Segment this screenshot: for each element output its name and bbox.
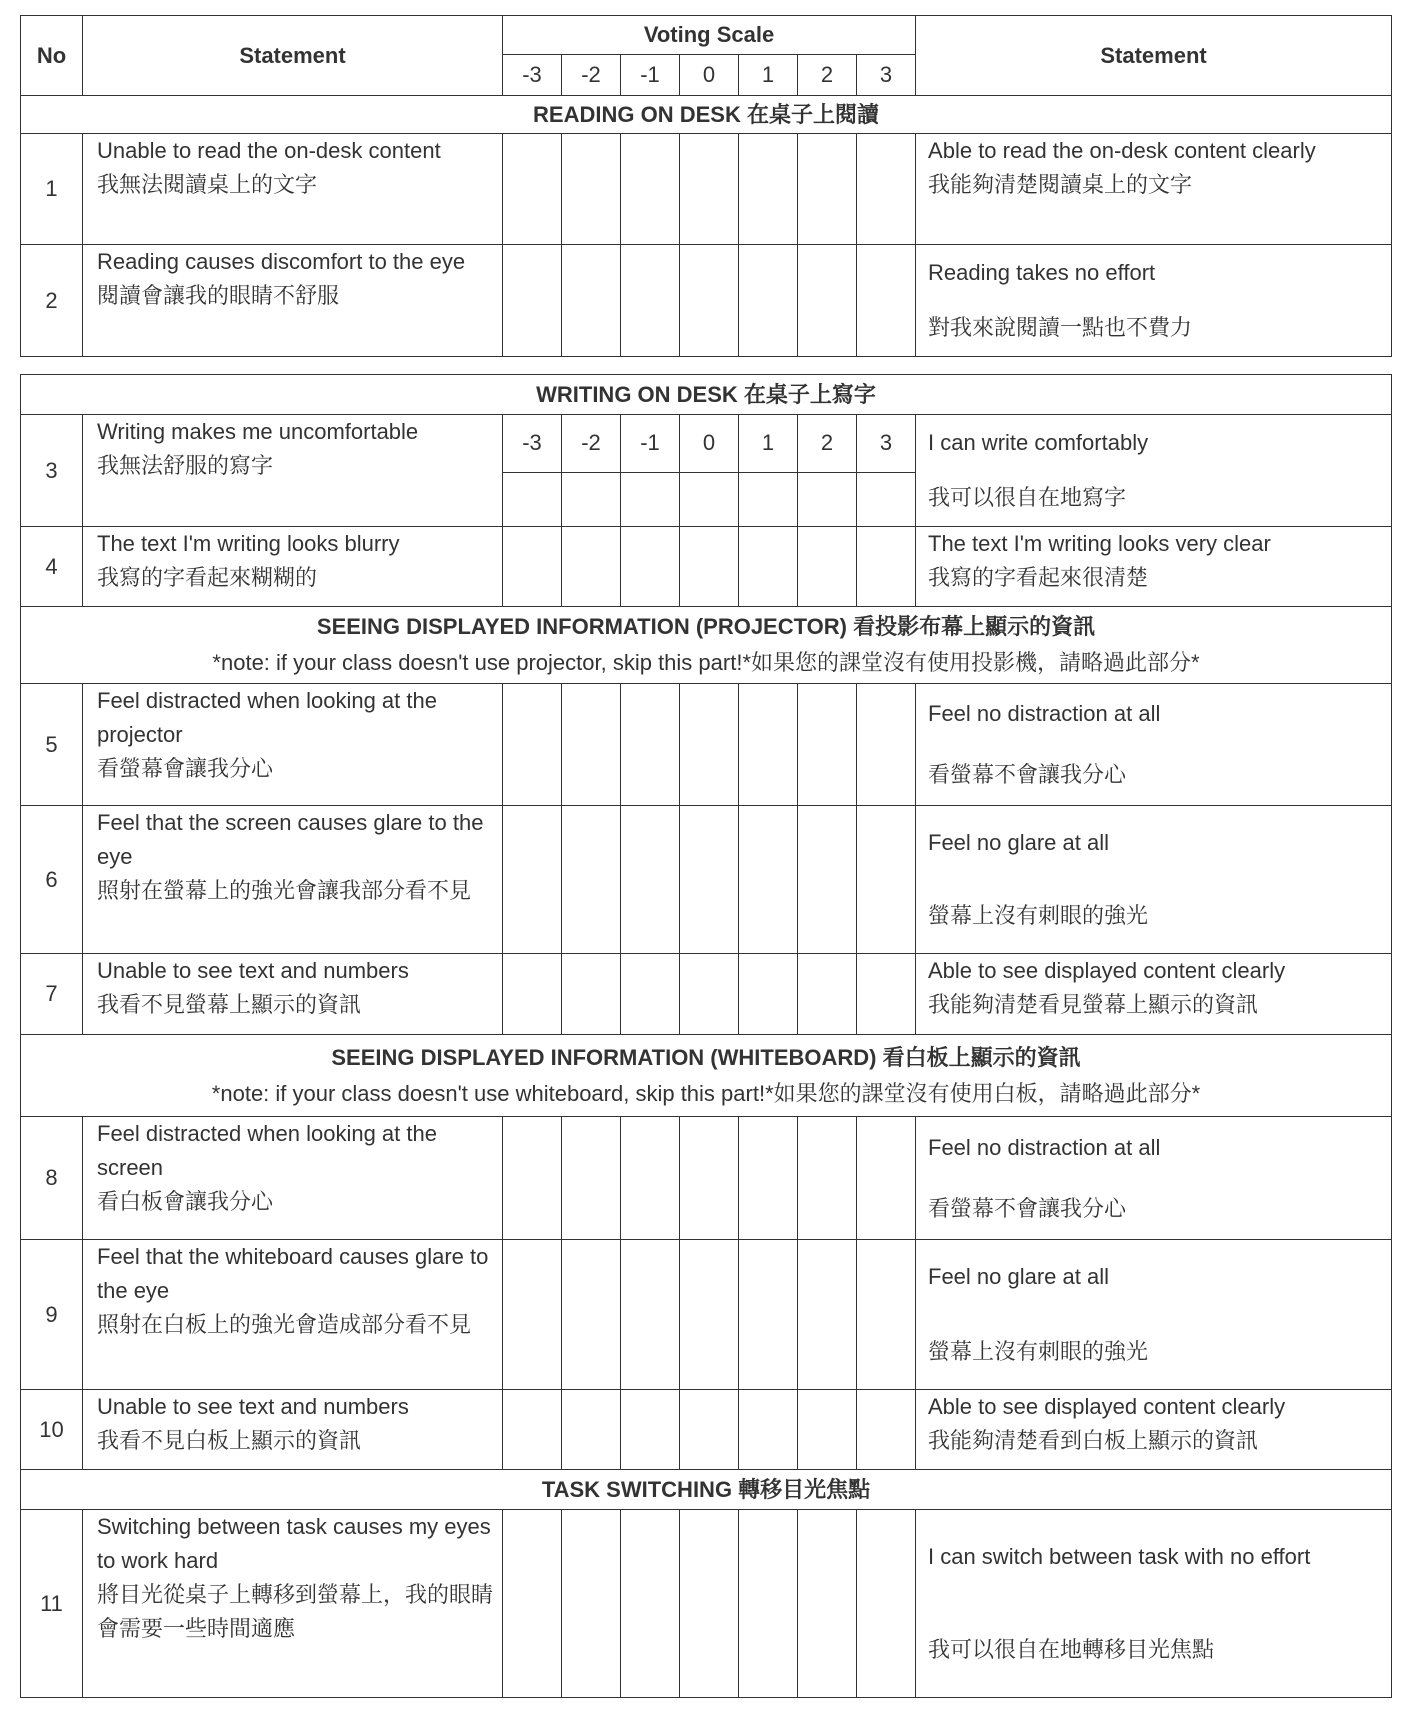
vote-cell--2[interactable]	[562, 134, 621, 245]
statement-zh: 我看不見白板上顯示的資訊	[97, 1428, 362, 1453]
vote-cell-1[interactable]	[739, 472, 798, 527]
statement-zh: 閱讀會讓我的眼睛不舒服	[97, 283, 340, 308]
statement-en: Writing makes me uncomfortable	[97, 419, 419, 444]
statement-en: Feel that the whiteboard causes glare to the eye	[97, 1244, 489, 1303]
table-row	[21, 245, 1392, 357]
scale-label-0: 0	[680, 415, 739, 473]
vote-cell--3[interactable]	[503, 1240, 562, 1390]
row-number: 9	[21, 1240, 83, 1390]
vote-cell--1[interactable]	[621, 1510, 680, 1698]
row-number: 7	[21, 954, 83, 1035]
positive-statement	[916, 245, 1392, 357]
positive-statement	[916, 134, 1392, 245]
positive-statement	[916, 1390, 1392, 1470]
scale-label--2: -2	[562, 415, 621, 473]
row-number: 5	[21, 684, 83, 806]
vote-cell--1[interactable]	[621, 245, 680, 357]
section-note: *note: if your class doesn't use whiteboard, skip this part!*如果您的課堂沒有使用白板，請略過此部分*	[211, 1080, 1201, 1106]
header-statement-left: Statement	[83, 16, 503, 96]
statement-zh: 我無法閱讀桌上的文字	[97, 172, 318, 197]
vote-cell-3[interactable]	[857, 1390, 916, 1470]
vote-cell-3[interactable]	[857, 806, 916, 954]
section-header	[21, 1035, 1392, 1117]
scale-label-2: 2	[798, 415, 857, 473]
vote-cell--3[interactable]	[503, 1510, 562, 1698]
vote-cell-3[interactable]	[857, 684, 916, 806]
negative-statement	[83, 1510, 503, 1698]
vote-cell--1[interactable]	[621, 134, 680, 245]
vote-cell-1[interactable]	[739, 245, 798, 357]
statement-zh: 照射在螢幕上的強光會讓我部分看不見	[97, 878, 472, 903]
row-number: 6	[21, 806, 83, 954]
scale-label-3: 3	[857, 55, 916, 96]
vote-cell-0[interactable]	[680, 1117, 739, 1240]
statement-zh: 看白板會讓我分心	[97, 1189, 274, 1214]
vote-cell-0[interactable]	[680, 1240, 739, 1390]
statement-en: Feel no distraction at all	[928, 1134, 1161, 1160]
vote-cell-2[interactable]	[798, 684, 857, 806]
statement-en: Reading takes no effort	[928, 259, 1156, 285]
vote-cell--1[interactable]	[621, 472, 680, 527]
vote-cell-1[interactable]	[739, 134, 798, 245]
vote-cell--2[interactable]	[562, 1390, 621, 1470]
scale-label--1: -1	[621, 415, 680, 473]
row-number: 2	[21, 245, 83, 357]
vote-cell-2[interactable]	[798, 1510, 857, 1698]
vote-cell-3[interactable]	[857, 134, 916, 245]
negative-statement	[83, 245, 503, 357]
vote-cell--2[interactable]	[562, 684, 621, 806]
scale-label--1: -1	[621, 55, 680, 96]
statement-en: Switching between task causes my eyes to work hard	[97, 1514, 491, 1573]
scale-label-2: 2	[798, 55, 857, 96]
statement-en: I can write comfortably	[928, 429, 1149, 455]
vote-cell--1[interactable]	[621, 806, 680, 954]
vote-cell-1[interactable]	[739, 1240, 798, 1390]
statement-en: Unable to see text and numbers	[97, 1394, 409, 1419]
row-number: 4	[21, 527, 83, 607]
vote-cell--1[interactable]	[621, 1390, 680, 1470]
vote-cell--3[interactable]	[503, 954, 562, 1035]
section-note: *note: if your class doesn't use projector, skip this part!*如果您的課堂沒有使用投影機，請略過此部分*	[212, 650, 1200, 675]
vote-cell-2[interactable]	[798, 245, 857, 357]
vote-cell-2[interactable]	[798, 1117, 857, 1240]
vote-cell--3[interactable]	[503, 806, 562, 954]
statement-en: Able to see displayed content clearly	[928, 1394, 1286, 1419]
section-title: SEEING DISPLAYED INFORMATION (WHITEBOARD) 看白板上顯示的資訊	[331, 1044, 1081, 1070]
vote-cell--3[interactable]	[503, 245, 562, 357]
statement-zh: 我能夠清楚閱讀桌上的文字	[928, 172, 1193, 197]
scale-label--3: -3	[503, 55, 562, 96]
vote-cell-2[interactable]	[798, 527, 857, 607]
table-row	[21, 806, 1392, 954]
vote-cell--2[interactable]	[562, 472, 621, 527]
vote-cell-2[interactable]	[798, 1240, 857, 1390]
vote-cell--2[interactable]	[562, 1117, 621, 1240]
negative-statement	[83, 1240, 503, 1390]
scale-label-1: 1	[739, 55, 798, 96]
vote-cell--1[interactable]	[621, 954, 680, 1035]
section-title: TASK SWITCHING 轉移目光焦點	[541, 1476, 871, 1502]
statement-en: Feel no glare at all	[928, 1264, 1109, 1290]
negative-statement	[83, 806, 503, 954]
vote-cell-0[interactable]	[680, 527, 739, 607]
table-row	[21, 1117, 1392, 1240]
negative-statement	[83, 527, 503, 607]
positive-statement	[916, 954, 1392, 1035]
survey-table-part-2	[20, 374, 1392, 1698]
vote-cell--1[interactable]	[621, 684, 680, 806]
scale-label--2: -2	[562, 55, 621, 96]
statement-en: Feel distracted when looking at the screen	[97, 1121, 437, 1180]
vote-cell-1[interactable]	[739, 1390, 798, 1470]
vote-cell-2[interactable]	[798, 1390, 857, 1470]
statement-zh: 將目光從桌子上轉移到螢幕上，我的眼睛會需要一些時間適應	[97, 1582, 494, 1641]
row-number: 10	[21, 1390, 83, 1470]
vote-cell-3[interactable]	[857, 472, 916, 527]
row-number: 1	[21, 134, 83, 245]
table-row	[21, 1510, 1392, 1698]
statement-en: Feel no distraction at all	[928, 701, 1161, 727]
vote-cell-3[interactable]	[857, 1510, 916, 1698]
vote-cell-0[interactable]	[680, 806, 739, 954]
survey-table-part-1	[20, 15, 1392, 357]
vote-cell--2[interactable]	[562, 806, 621, 954]
statement-en: The text I'm writing looks blurry	[97, 531, 400, 556]
statement-zh: 螢幕上沒有刺眼的強光	[928, 1338, 1149, 1364]
row-number: 3	[21, 415, 83, 527]
statement-zh: 我寫的字看起來糊糊的	[97, 565, 318, 590]
vote-cell-1[interactable]	[739, 1510, 798, 1698]
statement-zh: 我可以很自在地轉移目光焦點	[928, 1637, 1215, 1663]
section-header	[21, 375, 1392, 415]
vote-cell-1[interactable]	[739, 806, 798, 954]
statement-en: Unable to see text and numbers	[97, 958, 409, 983]
table-row	[21, 954, 1392, 1035]
statement-en: Able to read the on-desk content clearly	[928, 138, 1316, 163]
table-row	[21, 1240, 1392, 1390]
section-header	[21, 96, 1392, 134]
section-title: READING ON DESK 在桌子上閱讀	[533, 101, 879, 127]
negative-statement	[83, 134, 503, 245]
statement-en: Feel that the screen causes glare to the eye	[97, 810, 484, 869]
vote-cell-0[interactable]	[680, 472, 739, 527]
statement-zh: 我能夠清楚看到白板上顯示的資訊	[928, 1428, 1259, 1453]
vote-cell-3[interactable]	[857, 954, 916, 1035]
vote-cell--2[interactable]	[562, 954, 621, 1035]
statement-zh: 對我來說閱讀一點也不費力	[928, 315, 1193, 341]
vote-cell--3[interactable]	[503, 684, 562, 806]
vote-cell-0[interactable]	[680, 684, 739, 806]
table-row	[21, 134, 1392, 245]
positive-statement	[916, 527, 1392, 607]
statement-en: The text I'm writing looks very clear	[928, 531, 1271, 556]
vote-cell-1[interactable]	[739, 954, 798, 1035]
vote-cell-0[interactable]	[680, 1390, 739, 1470]
vote-cell--1[interactable]	[621, 1240, 680, 1390]
statement-zh: 我看不見螢幕上顯示的資訊	[97, 992, 362, 1017]
vote-cell-2[interactable]	[798, 134, 857, 245]
vote-cell--1[interactable]	[621, 527, 680, 607]
vote-cell-2[interactable]	[798, 954, 857, 1035]
vote-cell-0[interactable]	[680, 134, 739, 245]
scale-label-1: 1	[739, 415, 798, 473]
positive-statement	[916, 806, 1392, 954]
statement-zh: 我寫的字看起來很清楚	[928, 565, 1149, 590]
vote-cell-3[interactable]	[857, 527, 916, 607]
scale-label-3: 3	[857, 415, 916, 473]
vote-cell--2[interactable]	[562, 1240, 621, 1390]
positive-statement	[916, 1510, 1392, 1698]
statement-zh: 我能夠清楚看見螢幕上顯示的資訊	[928, 992, 1259, 1017]
statement-zh: 照射在白板上的強光會造成部分看不見	[97, 1312, 472, 1337]
scale-label--3: -3	[503, 415, 562, 473]
negative-statement	[83, 415, 503, 527]
statement-en: Feel no glare at all	[928, 829, 1109, 855]
vote-cell--3[interactable]	[503, 527, 562, 607]
negative-statement	[83, 1390, 503, 1470]
positive-statement	[916, 1117, 1392, 1240]
vote-cell-3[interactable]	[857, 245, 916, 357]
vote-cell-1[interactable]	[739, 684, 798, 806]
table-row	[21, 415, 1392, 473]
vote-cell--3[interactable]	[503, 1390, 562, 1470]
positive-statement	[916, 1240, 1392, 1390]
header-statement-right: Statement	[916, 16, 1392, 96]
statement-zh: 我無法舒服的寫字	[97, 453, 274, 478]
vote-cell-3[interactable]	[857, 1117, 916, 1240]
statement-en: Reading causes discomfort to the eye	[97, 249, 466, 274]
vote-cell-2[interactable]	[798, 472, 857, 527]
statement-zh: 看螢幕不會讓我分心	[928, 1195, 1127, 1221]
statement-zh: 看螢幕會讓我分心	[97, 756, 274, 781]
header-no: No	[21, 16, 83, 96]
vote-cell-0[interactable]	[680, 245, 739, 357]
vote-cell-1[interactable]	[739, 527, 798, 607]
vote-cell--2[interactable]	[562, 1510, 621, 1698]
statement-zh: 看螢幕不會讓我分心	[928, 761, 1127, 787]
statement-en: I can switch between task with no effort	[928, 1543, 1311, 1569]
section-header	[21, 607, 1392, 684]
negative-statement	[83, 1117, 503, 1240]
table-row	[21, 527, 1392, 607]
scale-label-0: 0	[680, 55, 739, 96]
vote-cell-3[interactable]	[857, 1240, 916, 1390]
negative-statement	[83, 684, 503, 806]
vote-cell--3[interactable]	[503, 472, 562, 527]
section-header	[21, 1470, 1392, 1510]
statement-zh: 螢幕上沒有刺眼的強光	[928, 903, 1149, 929]
table-row	[21, 684, 1392, 806]
vote-cell--2[interactable]	[562, 245, 621, 357]
positive-statement	[916, 415, 1392, 527]
statement-en: Feel distracted when looking at the projector	[97, 688, 437, 747]
vote-cell--2[interactable]	[562, 527, 621, 607]
positive-statement	[916, 684, 1392, 806]
row-number: 11	[21, 1510, 83, 1698]
section-title: WRITING ON DESK 在桌子上寫字	[536, 381, 876, 407]
negative-statement	[83, 954, 503, 1035]
vote-cell-0[interactable]	[680, 1510, 739, 1698]
vote-cell-1[interactable]	[739, 1117, 798, 1240]
vote-cell--3[interactable]	[503, 1117, 562, 1240]
header-voting-scale: Voting Scale	[503, 16, 916, 55]
table-row	[21, 1390, 1392, 1470]
vote-cell--1[interactable]	[621, 1117, 680, 1240]
vote-cell-0[interactable]	[680, 954, 739, 1035]
statement-en: Unable to read the on-desk content	[97, 138, 441, 163]
statement-zh: 我可以很自在地寫字	[928, 485, 1127, 511]
vote-cell--3[interactable]	[503, 134, 562, 245]
section-title: SEEING DISPLAYED INFORMATION (PROJECTOR) 看投影布幕上顯示的資訊	[316, 614, 1096, 639]
vote-cell-2[interactable]	[798, 806, 857, 954]
row-number: 8	[21, 1117, 83, 1240]
statement-en: Able to see displayed content clearly	[928, 958, 1286, 983]
